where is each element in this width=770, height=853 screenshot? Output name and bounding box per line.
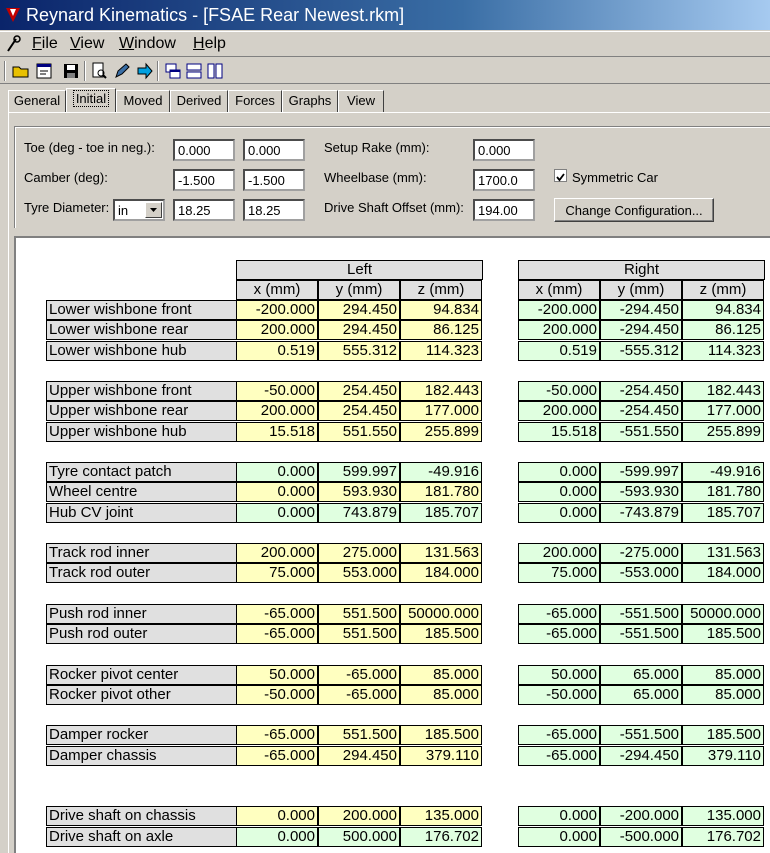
toe-label: Toe (deg - toe in neg.): [24,140,155,155]
left-cell[interactable]: -49.916 [400,462,482,482]
left-cell[interactable]: 94.834 [400,300,482,320]
toe-right-input[interactable] [243,139,305,161]
right-cell[interactable]: 181.780 [682,482,764,502]
left-cell[interactable]: 551.550 [318,422,400,442]
left-cell[interactable]: 254.450 [318,401,400,421]
tab-initial[interactable]: Initial [66,88,116,112]
open-folder-icon[interactable] [10,60,32,82]
change-configuration-button[interactable]: Change Configuration... [554,198,714,222]
left-cell[interactable]: 379.110 [400,746,482,766]
left-cell[interactable]: 0.000 [236,827,318,847]
right-cell[interactable]: 65.000 [600,685,682,705]
camber-left-input[interactable] [173,169,235,191]
left-cell[interactable]: 294.450 [318,320,400,340]
right-cell[interactable]: 0.000 [518,806,600,826]
right-cell[interactable]: -65.000 [518,624,600,644]
right-cell[interactable]: -551.500 [600,604,682,624]
right-cell[interactable]: -555.312 [600,341,682,361]
right-cell[interactable]: 85.000 [682,685,764,705]
menu-view[interactable]: View [70,35,105,52]
row-label: Push rod inner [46,604,237,624]
row-label: Upper wishbone rear [46,401,237,421]
left-cell[interactable]: 85.000 [400,685,482,705]
left-cell[interactable]: 182.443 [400,381,482,401]
left-col-header: x (mm) [236,280,318,300]
row-label: Damper rocker [46,725,237,745]
left-cell[interactable]: 551.500 [318,725,400,745]
tyre-diameter-label: Tyre Diameter: [24,200,110,215]
right-cell[interactable]: -254.450 [600,401,682,421]
left-cell[interactable]: 200.000 [236,543,318,563]
right-cell[interactable]: 114.323 [682,341,764,361]
toolbar-separator [84,61,86,81]
right-cell[interactable]: -49.916 [682,462,764,482]
left-cell[interactable]: 743.879 [318,503,400,523]
tab-graphs[interactable]: Graphs [282,90,338,112]
row-label: Lower wishbone rear [46,320,237,340]
right-cell[interactable]: -65.000 [518,725,600,745]
drive-shaft-offset-input[interactable] [473,199,535,221]
tab-view[interactable]: View [338,90,384,112]
right-col-header: x (mm) [518,280,600,300]
right-cell[interactable]: 379.110 [682,746,764,766]
tab-moved[interactable]: Moved [116,90,170,112]
right-cell[interactable]: 185.500 [682,624,764,644]
coordinates-grid [14,236,770,853]
tyre-unit-select[interactable] [113,199,165,221]
row-label: Tyre contact patch [46,462,237,482]
left-cell[interactable]: 551.500 [318,624,400,644]
right-cell[interactable]: -65.000 [518,746,600,766]
left-cell[interactable]: 553.000 [318,563,400,583]
right-cell[interactable]: 255.899 [682,422,764,442]
row-label: Hub CV joint [46,503,237,523]
toolbar-separator [157,61,159,81]
tab-derived[interactable]: Derived [170,90,228,112]
right-cell[interactable]: 75.000 [518,563,600,583]
setup-rake-label: Setup Rake (mm): [324,140,430,155]
right-cell[interactable]: 0.000 [518,503,600,523]
drive-shaft-offset-label: Drive Shaft Offset (mm): [324,200,464,215]
row-label: Upper wishbone front [46,381,237,401]
tile-vertical-icon[interactable] [204,60,226,82]
right-cell[interactable]: 65.000 [600,665,682,685]
left-cell[interactable]: 50000.000 [400,604,482,624]
checkmark-icon [555,172,566,183]
left-cell[interactable]: 185.500 [400,624,482,644]
right-cell[interactable]: -551.550 [600,422,682,442]
tab-general[interactable]: General [8,90,66,112]
left-cell[interactable]: 0.000 [236,482,318,502]
tab-forces[interactable]: Forces [228,90,282,112]
right-cell[interactable]: -593.930 [600,482,682,502]
left-cell[interactable]: 75.000 [236,563,318,583]
right-cell[interactable]: -599.997 [600,462,682,482]
right-cell[interactable]: 15.518 [518,422,600,442]
forward-icon[interactable] [134,60,156,82]
right-cell[interactable]: 50000.000 [682,604,764,624]
row-label: Drive shaft on chassis [46,806,237,826]
left-cell[interactable]: 85.000 [400,665,482,685]
left-cell[interactable]: 185.500 [400,725,482,745]
row-label: Track rod inner [46,543,237,563]
row-label: Lower wishbone front [46,300,237,320]
right-cell[interactable]: 200.000 [518,401,600,421]
menu-window[interactable]: Window [119,35,176,52]
right-cell[interactable]: 86.125 [682,320,764,340]
right-cell[interactable]: 50.000 [518,665,600,685]
edit-icon[interactable] [111,60,133,82]
right-cell[interactable]: 0.000 [518,827,600,847]
right-cell[interactable]: -294.450 [600,746,682,766]
left-cell[interactable]: 177.000 [400,401,482,421]
print-preview-icon[interactable] [88,60,110,82]
wheelbase-label: Wheelbase (mm): [324,170,427,185]
left-cell[interactable]: 181.780 [400,482,482,502]
toolbar [0,58,770,84]
left-cell[interactable]: 86.125 [400,320,482,340]
camber-label: Camber (deg): [24,170,108,185]
left-cell[interactable]: 0.000 [236,806,318,826]
left-cell[interactable]: 131.563 [400,543,482,563]
right-cell[interactable]: -500.000 [600,827,682,847]
row-label: Track rod outer [46,563,237,583]
right-cell[interactable]: 135.000 [682,806,764,826]
right-cell[interactable]: -743.879 [600,503,682,523]
row-label: Push rod outer [46,624,237,644]
left-cell[interactable]: 200.000 [318,806,400,826]
left-cell[interactable]: 114.323 [400,341,482,361]
left-cell[interactable]: 254.450 [318,381,400,401]
right-cell[interactable]: 177.000 [682,401,764,421]
left-cell[interactable]: 200.000 [236,320,318,340]
row-label: Damper chassis [46,746,237,766]
left-cell[interactable]: 275.000 [318,543,400,563]
setup-rake-input[interactable] [473,139,535,161]
left-cell[interactable]: 135.000 [400,806,482,826]
menu-help[interactable]: Help [193,35,226,52]
left-cell[interactable]: -65.000 [236,624,318,644]
left-col-header: z (mm) [400,280,482,300]
chevron-down-icon[interactable] [145,202,162,218]
left-cell[interactable]: 200.000 [236,401,318,421]
right-cell[interactable]: 85.000 [682,665,764,685]
right-cell[interactable]: -294.450 [600,300,682,320]
left-cell[interactable]: 50.000 [236,665,318,685]
left-cell[interactable]: 0.519 [236,341,318,361]
right-col-header: y (mm) [600,280,682,300]
tyre-left-input[interactable] [173,199,235,221]
right-cell[interactable]: -65.000 [518,604,600,624]
toolbar-grip [4,61,6,81]
left-cell[interactable]: -200.000 [236,300,318,320]
left-cell[interactable]: 593.930 [318,482,400,502]
left-cell[interactable]: -50.000 [236,381,318,401]
right-cell[interactable]: -50.000 [518,381,600,401]
tile-horizontal-icon[interactable] [183,60,205,82]
symmetric-car-label: Symmetric Car [572,170,658,185]
row-label: Rocker pivot center [46,665,237,685]
menu-bar [0,31,770,57]
window-title: Reynard Kinematics - [FSAE Rear Newest.rkm] [26,5,405,25]
left-cell[interactable]: -65.000 [236,746,318,766]
right-cell[interactable]: -275.000 [600,543,682,563]
right-cell[interactable]: 182.443 [682,381,764,401]
menu-grip-icon [4,35,22,53]
toe-left-input[interactable] [173,139,235,161]
left-cell[interactable]: 0.000 [236,503,318,523]
tyre-unit-value: in [118,203,129,218]
right-cell[interactable]: 200.000 [518,320,600,340]
left-cell[interactable]: 500.000 [318,827,400,847]
save-icon[interactable] [60,60,82,82]
right-cell[interactable]: 0.000 [518,482,600,502]
row-label: Drive shaft on axle [46,827,237,847]
left-cell[interactable]: 15.518 [236,422,318,442]
left-cell[interactable]: 294.450 [318,746,400,766]
right-cell[interactable]: 185.707 [682,503,764,523]
right-cell[interactable]: 0.519 [518,341,600,361]
right-cell[interactable]: -551.500 [600,624,682,644]
left-col-header: y (mm) [318,280,400,300]
left-cell[interactable]: 184.000 [400,563,482,583]
left-cell[interactable]: 176.702 [400,827,482,847]
left-cell[interactable]: -65.000 [318,665,400,685]
row-label: Lower wishbone hub [46,341,237,361]
left-cell[interactable]: 294.450 [318,300,400,320]
right-cell[interactable]: 94.834 [682,300,764,320]
right-cell[interactable]: 0.000 [518,462,600,482]
camber-right-input[interactable] [243,169,305,191]
left-header: Left [236,260,483,280]
right-cell[interactable]: -294.450 [600,320,682,340]
row-label: Rocker pivot other [46,685,237,705]
wheelbase-input[interactable] [473,169,535,191]
right-cell[interactable]: 200.000 [518,543,600,563]
right-cell[interactable]: -551.500 [600,725,682,745]
right-cell[interactable]: -200.000 [518,300,600,320]
right-cell[interactable]: 131.563 [682,543,764,563]
right-cell[interactable]: 185.500 [682,725,764,745]
left-cell[interactable]: -50.000 [236,685,318,705]
row-label: Wheel centre [46,482,237,502]
left-cell[interactable]: 551.500 [318,604,400,624]
left-cell[interactable]: 0.000 [236,462,318,482]
right-header: Right [518,260,765,280]
right-cell[interactable]: -200.000 [600,806,682,826]
left-cell[interactable]: -65.000 [236,604,318,624]
app-icon [4,6,22,24]
right-cell[interactable]: -553.000 [600,563,682,583]
left-cell[interactable]: 555.312 [318,341,400,361]
row-label: Upper wishbone hub [46,422,237,442]
left-cell[interactable]: 185.707 [400,503,482,523]
right-cell[interactable]: -50.000 [518,685,600,705]
right-col-header: z (mm) [682,280,764,300]
left-cell[interactable]: 599.997 [318,462,400,482]
right-cell[interactable]: 176.702 [682,827,764,847]
right-cell[interactable]: -254.450 [600,381,682,401]
symmetric-car-checkbox[interactable] [554,169,567,182]
tyre-right-input[interactable] [243,199,305,221]
title-bar [0,0,770,30]
properties-icon[interactable] [33,60,55,82]
cascade-windows-icon[interactable] [162,60,184,82]
menu-file[interactable]: File [32,35,58,52]
left-cell[interactable]: -65.000 [236,725,318,745]
left-cell[interactable]: 255.899 [400,422,482,442]
right-cell[interactable]: 184.000 [682,563,764,583]
left-cell[interactable]: -65.000 [318,685,400,705]
